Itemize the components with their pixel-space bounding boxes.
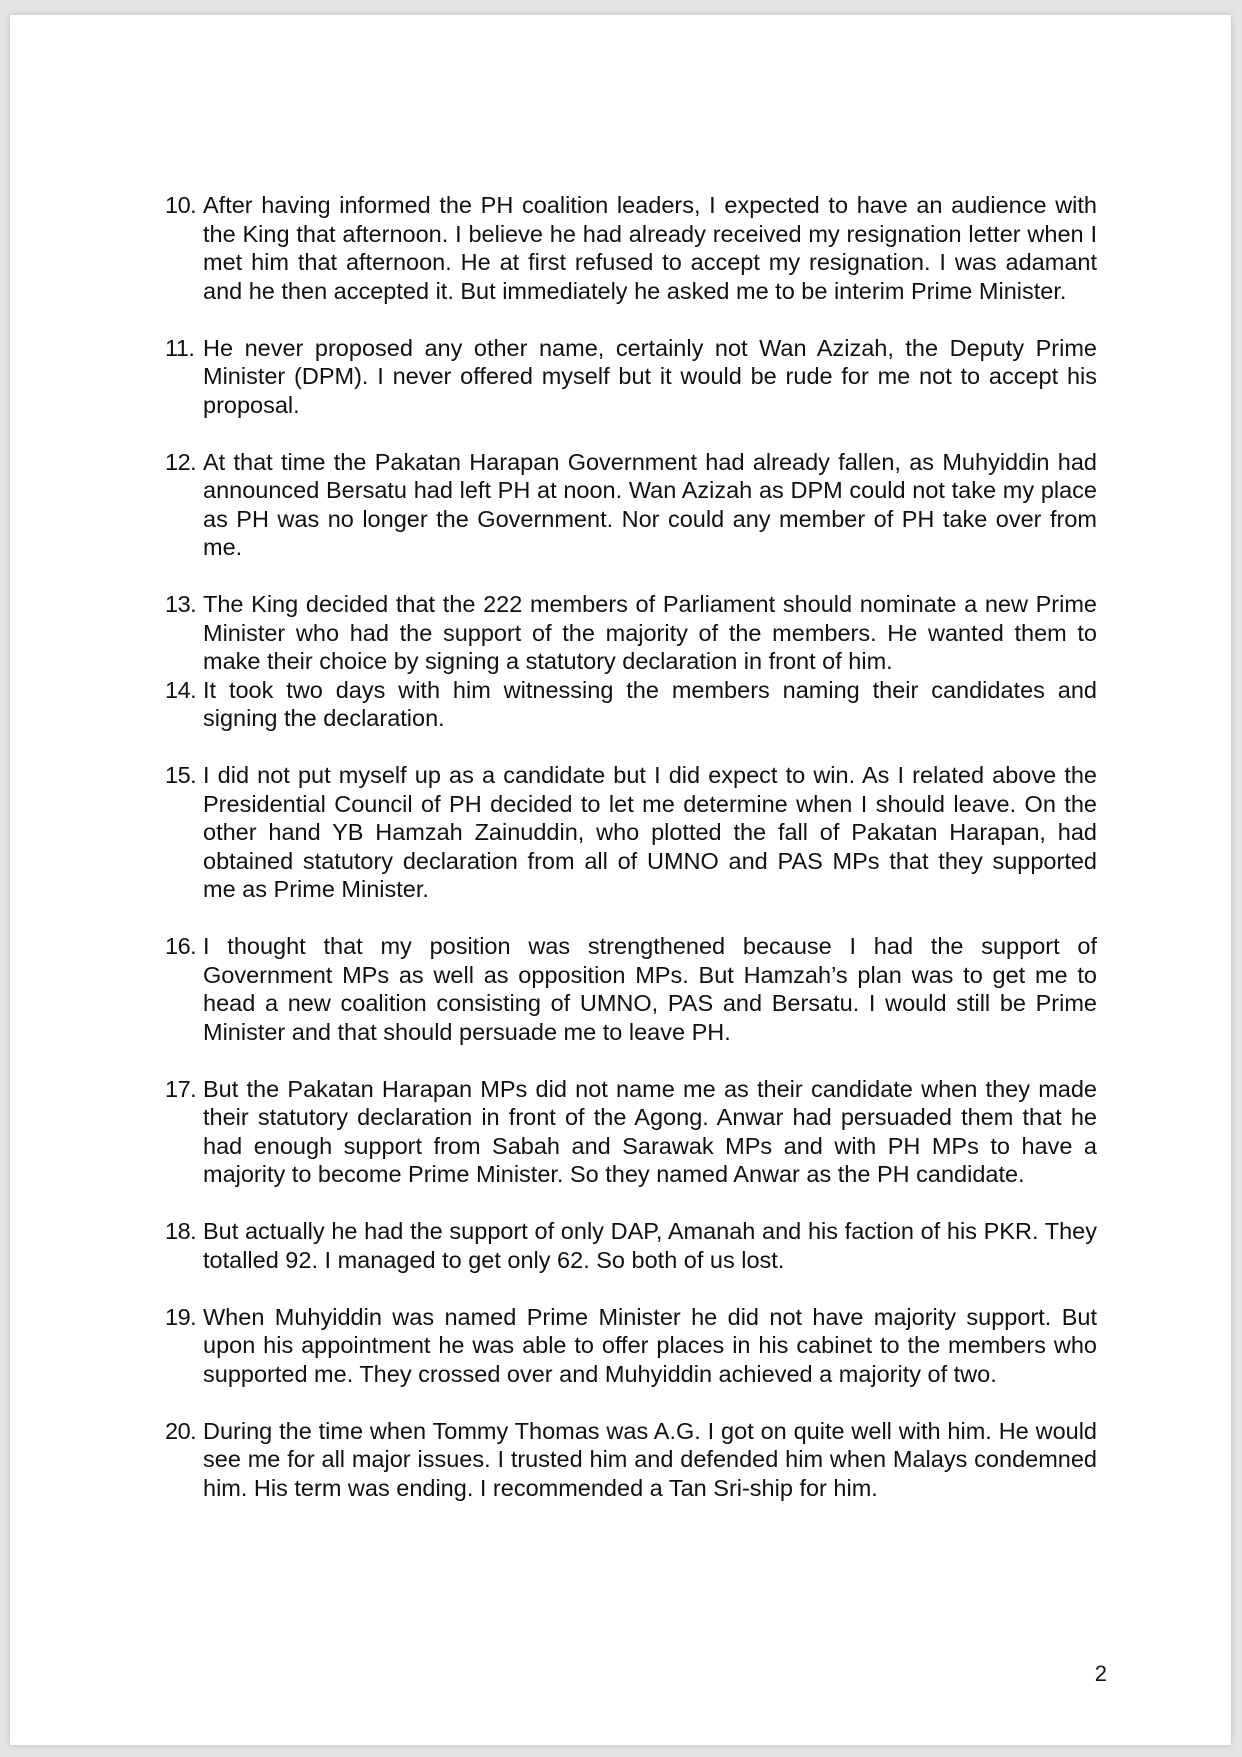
page-number: 2 [1094,1661,1107,1686]
paragraph-text: I did not put myself up as a candidate but I did expect to win. As I related above the Presidential Council of PH decided to let me determine when I should leave. On the other hand YB Hamzah Zainuddin, who plotted the fall of Pakatan Harapan, had obtained statutory declaration from all of UMNO and PAS MPs that they supported me as Prime Minister. [203,762,1097,902]
paragraph-12 [165,448,1097,562]
paragraph-16 [165,932,1097,1046]
paragraph-number: 18. [165,1218,197,1244]
paragraph-text: It took two days with him witnessing the members naming their candidates and signing the declaration. [203,676,1097,731]
numbered-paragraph-list [165,191,1097,1502]
paragraph-20 [165,1417,1097,1503]
paragraph-text: The King decided that the 222 members of Parliament should nominate a new Prime Minister who had the support of the majority of the members. He wanted them to make their choice by signing a statutory declaration in front of him. [203,591,1097,674]
paragraph-number: 14. [165,676,197,703]
paragraph-text: But the Pakatan Harapan MPs did not name me as their candidate when they made their statutory declaration in front of the Agong. Anwar had persuaded them that he had enough support from Sabah and Sarawak MPs and with PH MPs to have a majority to become Prime Minister. So they named Anwar as the PH candidate. [203,1075,1097,1187]
paragraph-text: During the time when Tommy Thomas was A.G. I got on quite well with him. He would see me for all major issues. I trusted him and defended him when Malays condemned him. His term was ending. I recommended a Tan Sri-ship for him. [203,1417,1097,1501]
paragraph-text: After having informed the PH coalition leaders, I expected to have an audience with the King that afternoon. I believe he had already received my resignation letter when I met him that afternoon. He at first refused to accept my resignation. I was adamant and he then accepted it. But immediately he asked me to be interim Prime Minister. [203,192,1097,304]
paragraph-number: 15. [165,762,197,788]
document-page [10,15,1231,1745]
paragraph-19 [165,1303,1097,1389]
paragraph-number: 17. [165,1075,197,1102]
paragraph-number: 11. [165,334,195,361]
paragraph-text: At that time the Pakatan Harapan Government had already fallen, as Muhyiddin had announced Bersatu had left PH at noon. Wan Azizah as DPM could not take my place as PH was no longer the Government. Nor could any member of PH take over from me. [203,448,1097,560]
paragraph-13 [165,590,1097,676]
paragraph-14 [165,676,1097,733]
paragraph-text: I thought that my position was strengthened because I had the support of Government MPs as well as opposition MPs. But Hamzah’s plan was to get me to head a new coalition consisting of UMNO, PAS and Bersatu. I would still be Prime Minister and that should persuade me to leave PH. [203,933,1097,1045]
paragraph-11 [165,334,1097,420]
paragraph-number: 10. [165,192,197,218]
paragraph-number: 19. [165,1303,197,1330]
paragraph-17 [165,1075,1097,1189]
paragraph-number: 20. [165,1417,197,1444]
paragraph-text: He never proposed any other name, certainly not Wan Azizah, the Deputy Prime Minister (DPM). I never offered myself but it would be rude for me not to accept his proposal. [203,334,1097,418]
paragraph-10 [165,191,1097,305]
paragraph-number: 16. [165,933,197,959]
paragraph-number: 12. [165,448,197,475]
paragraph-text: When Muhyiddin was named Prime Minister he did not have majority support. But upon his appointment he was able to offer places in his cabinet to the members who supported me. They crossed over and Muhyiddin achieved a majority of two. [203,1303,1097,1387]
paragraph-18 [165,1217,1097,1274]
paragraph-text: But actually he had the support of only DAP, Amanah and his faction of his PKR. They totalled 92. I managed to get only 62. So both of us lost. [203,1218,1097,1273]
paragraph-15 [165,761,1097,904]
paragraph-number: 13. [165,591,197,617]
